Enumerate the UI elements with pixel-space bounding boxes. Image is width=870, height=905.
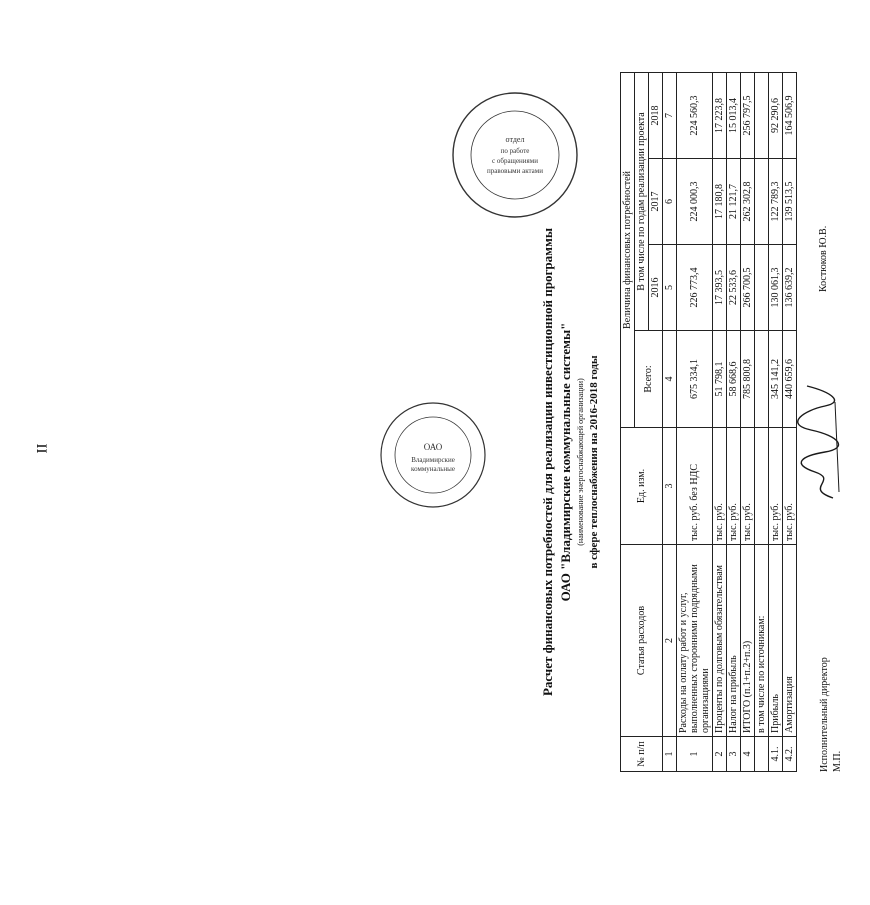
header-year: 2016 <box>649 245 663 331</box>
svg-text:коммунальные: коммунальные <box>411 465 455 473</box>
row-2016: 266 700,5 <box>741 245 755 331</box>
table-row-total <box>741 73 755 772</box>
row-unit: тыс. руб. <box>727 428 741 545</box>
header-year: 2018 <box>649 73 663 159</box>
header-num: № п/п <box>621 737 663 772</box>
row-unit: тыс. руб. <box>769 428 783 545</box>
row-total: 51 798,1 <box>713 331 727 428</box>
administration-stamp <box>450 90 580 220</box>
row-unit: тыс. руб. <box>713 428 727 545</box>
svg-text:с обращениями: с обращениями <box>492 157 538 165</box>
svg-text:правовыми актами: правовыми актами <box>487 167 543 175</box>
signature-image <box>795 382 845 502</box>
finance-table <box>620 72 797 772</box>
svg-text:по работе: по работе <box>500 147 530 155</box>
document-title: Расчет финансовых потребностей для реализации инвестиционной программы <box>540 227 555 697</box>
row-num: 3 <box>727 737 741 772</box>
organization-name: ОАО "Владимирские коммунальные системы" <box>558 322 573 602</box>
svg-text:Владимирские: Владимирские <box>411 456 455 464</box>
row-total: 440 659,6 <box>783 331 797 428</box>
row-2017 <box>755 159 769 245</box>
column-number-row <box>663 73 677 772</box>
row-2018: 17 223,8 <box>713 73 727 159</box>
row-total: 58 668,6 <box>727 331 741 428</box>
row-2016: 226 773,4 <box>677 245 713 331</box>
row-2016: 17 393,5 <box>713 245 727 331</box>
row-total: 345 141,2 <box>769 331 783 428</box>
table-row <box>727 73 741 772</box>
colnum: 5 <box>663 245 677 331</box>
header-total: Всего: <box>635 331 663 428</box>
header-unit: Ед. изм. <box>621 428 663 545</box>
row-unit: тыс. руб. без НДС <box>677 428 713 545</box>
row-num: 1 <box>677 737 713 772</box>
svg-text:ОАО: ОАО <box>423 442 443 452</box>
row-2018: 15 013,4 <box>727 73 741 159</box>
row-total: 785 800,8 <box>741 331 755 428</box>
row-unit: тыс. руб. <box>783 428 797 545</box>
row-2017: 17 180,8 <box>713 159 727 245</box>
row-item: Прибыль <box>769 545 783 737</box>
row-2018: 224 560,3 <box>677 73 713 159</box>
header-year: 2017 <box>649 159 663 245</box>
row-2017: 122 789,3 <box>769 159 783 245</box>
colnum: 4 <box>663 331 677 428</box>
row-num: 4 <box>741 737 755 772</box>
header-years: В том числе по годам реализации проекта <box>635 73 649 331</box>
row-2016: 130 061,3 <box>769 245 783 331</box>
row-total <box>755 331 769 428</box>
row-2018: 92 290,6 <box>769 73 783 159</box>
row-total: 675 334,1 <box>677 331 713 428</box>
colnum: 3 <box>663 428 677 545</box>
colnum: 7 <box>663 73 677 159</box>
row-item: Проценты по долговым обязательствам <box>713 545 727 737</box>
row-item: Расходы на оплату работ и услуг, выполненных сторонними подрядными организациями <box>677 545 713 737</box>
table-row <box>755 73 769 772</box>
table-row <box>713 73 727 772</box>
header-item: Статья расходов <box>621 545 663 737</box>
page-number: II <box>34 443 51 454</box>
rotated-document <box>540 72 870 852</box>
seal-place: М.П. <box>832 750 843 772</box>
table-row <box>769 73 783 772</box>
row-2018: 256 797,5 <box>741 73 755 159</box>
row-item: Налог на прибыль <box>727 545 741 737</box>
row-2017: 262 302,8 <box>741 159 755 245</box>
colnum: 2 <box>663 545 677 737</box>
row-num <box>755 737 769 772</box>
table-row <box>677 73 713 772</box>
footer-signatory <box>818 657 844 772</box>
row-2016 <box>755 245 769 331</box>
row-2017: 224 000,3 <box>677 159 713 245</box>
signatory-role: Исполнительный директор <box>819 657 830 772</box>
row-item: в том числе по источникам: <box>755 545 769 737</box>
company-stamp <box>378 400 488 510</box>
signatory-name: Костюков Ю.В. <box>818 225 829 292</box>
row-num: 4.2. <box>783 737 797 772</box>
colnum: 1 <box>663 737 677 772</box>
svg-text:отдел: отдел <box>505 135 525 144</box>
row-item: ИТОГО (п.1+п.2+п.3) <box>741 545 755 737</box>
header-need: Величина финансовых потребностей <box>621 73 635 428</box>
colnum: 6 <box>663 159 677 245</box>
row-2018 <box>755 73 769 159</box>
row-num: 4.1. <box>769 737 783 772</box>
row-unit <box>755 428 769 545</box>
row-2016: 136 639,2 <box>783 245 797 331</box>
row-2017: 21 121,7 <box>727 159 741 245</box>
sphere-period: в сфере теплоснабжения на 2016-2018 годы <box>588 355 600 569</box>
row-num: 2 <box>713 737 727 772</box>
row-2016: 22 533,6 <box>727 245 741 331</box>
row-2018: 164 506,9 <box>783 73 797 159</box>
organization-caption: (наименование энергоснабжающей организации) <box>576 378 585 546</box>
row-2017: 139 513,5 <box>783 159 797 245</box>
row-unit: тыс. руб. <box>741 428 755 545</box>
row-item: Амортизация <box>783 545 797 737</box>
